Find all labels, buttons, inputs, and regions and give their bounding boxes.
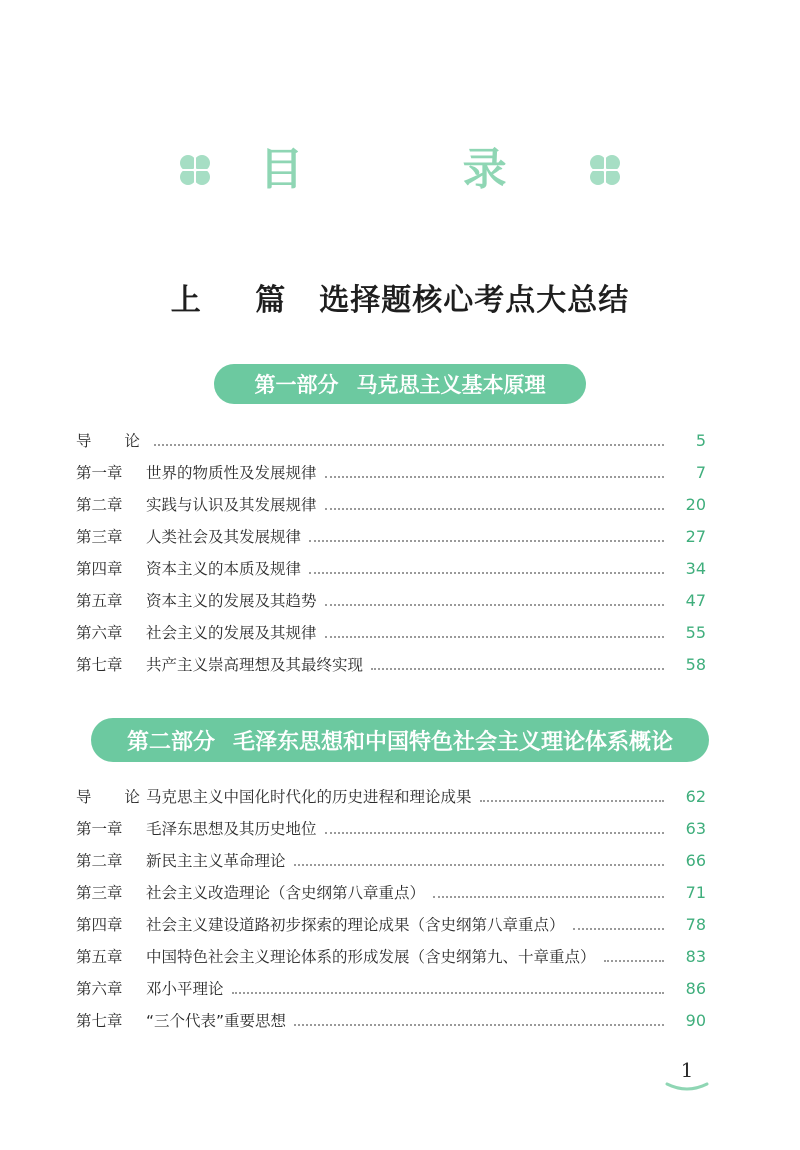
page-number: 78 <box>685 914 706 934</box>
toc-entry[interactable] <box>76 456 706 488</box>
toc-entry[interactable] <box>76 876 706 908</box>
page-number: 5 <box>695 430 706 450</box>
dot-leader <box>325 635 664 638</box>
section-banner-1 <box>214 364 586 404</box>
entry-title: 毛泽东思想及其历史地位 <box>146 820 317 838</box>
toc-entry[interactable] <box>76 520 706 552</box>
dot-leader <box>604 959 664 962</box>
page-number-underline-icon <box>664 1082 710 1092</box>
entry-title: 社会主义建设道路初步探索的理论成果（含史纲第八章重点） <box>146 916 565 934</box>
section-number: 第一部分 <box>254 373 339 397</box>
page-number: 58 <box>685 654 706 674</box>
entry-title: 资本主义的发展及其趋势 <box>146 592 317 610</box>
dot-leader <box>325 831 664 834</box>
entry-title: 中国特色社会主义理论体系的形成发展（含史纲第九、十章重点） <box>146 948 596 966</box>
toc-entry[interactable] <box>76 780 706 812</box>
entry-title: “三个代表”重要思想 <box>146 1012 287 1030</box>
toc-list-section-1 <box>76 424 706 680</box>
page-number: 83 <box>685 946 706 966</box>
page-footer <box>662 1058 712 1092</box>
toc-entry[interactable] <box>76 972 706 1004</box>
entry-title: 资本主义的本质及规律 <box>146 560 302 578</box>
dot-leader <box>154 443 664 446</box>
chapter-label: 第四章 <box>76 560 123 578</box>
chapter-label: 第四章 <box>76 916 123 934</box>
chapter-label: 第六章 <box>76 624 123 642</box>
chapter-label: 第六章 <box>76 980 123 998</box>
chapter-label: 第一章 <box>76 464 123 482</box>
toc-entry[interactable] <box>76 424 706 456</box>
entry-title: 实践与认识及其发展规律 <box>146 496 317 514</box>
page-number: 63 <box>685 818 706 838</box>
page-number: 27 <box>685 526 706 546</box>
part-subtitle: 选择题核心考点大总结 <box>319 283 630 318</box>
page-number: 90 <box>685 1010 706 1030</box>
page-number: 47 <box>685 590 706 610</box>
dot-leader <box>309 539 664 542</box>
toc-entry[interactable] <box>76 488 706 520</box>
chapter-label: 第一章 <box>76 820 123 838</box>
chapter-label: 第二章 <box>76 852 123 870</box>
toc-entry[interactable] <box>76 908 706 940</box>
clover-right-icon <box>585 150 625 190</box>
entry-title: 邓小平理论 <box>146 980 224 998</box>
section-name: 马克思主义基本原理 <box>356 373 546 397</box>
entry-title: 社会主义的发展及其规律 <box>146 624 317 642</box>
chapter-label: 导 论 <box>76 432 154 450</box>
dot-leader <box>232 991 664 994</box>
dot-leader <box>325 475 664 478</box>
chapter-label: 导 论 <box>76 788 154 806</box>
toc-entry[interactable] <box>76 812 706 844</box>
dot-leader <box>325 603 664 606</box>
page-number: 20 <box>685 494 706 514</box>
toc-list-section-2 <box>76 780 706 1036</box>
page-number: 34 <box>685 558 706 578</box>
dot-leader <box>371 667 664 670</box>
page-number: 55 <box>685 622 706 642</box>
footer-page-number: 1 <box>680 1058 694 1082</box>
chapter-label: 第二章 <box>76 496 123 514</box>
toc-entry[interactable] <box>76 584 706 616</box>
dot-leader <box>309 571 664 574</box>
clover-left-icon <box>175 150 215 190</box>
toc-entry[interactable] <box>76 844 706 876</box>
section-number: 第二部分 <box>126 729 215 755</box>
toc-entry[interactable] <box>76 648 706 680</box>
chapter-label: 第三章 <box>76 884 123 902</box>
entry-title: 社会主义改造理论（含史纲第八章重点） <box>146 884 426 902</box>
dot-leader <box>480 799 664 802</box>
part-label: 上 篇 <box>170 283 308 318</box>
dot-leader <box>433 895 664 898</box>
chapter-label: 第五章 <box>76 592 123 610</box>
section-name: 毛泽东思想和中国特色社会主义理论体系概论 <box>233 729 674 755</box>
toc-entry[interactable] <box>76 552 706 584</box>
toc-entry[interactable] <box>76 616 706 648</box>
page-number: 86 <box>685 978 706 998</box>
dot-leader <box>294 863 664 866</box>
part-heading <box>0 275 800 319</box>
chapter-label: 第七章 <box>76 656 123 674</box>
toc-entry[interactable] <box>76 1004 706 1036</box>
page-number: 7 <box>695 462 706 482</box>
entry-title: 新民主主义革命理论 <box>146 852 286 870</box>
toc-entry[interactable] <box>76 940 706 972</box>
dot-leader <box>294 1023 664 1026</box>
toc-title <box>0 140 800 200</box>
page-number: 62 <box>685 786 706 806</box>
dot-leader <box>573 927 664 930</box>
chapter-label: 第七章 <box>76 1012 123 1030</box>
entry-title: 世界的物质性及发展规律 <box>146 464 317 482</box>
chapter-label: 第三章 <box>76 528 123 546</box>
entry-title: 马克思主义中国化时代化的历史进程和理论成果 <box>146 788 472 806</box>
section-banner-2 <box>91 718 709 762</box>
page-number: 66 <box>685 850 706 870</box>
page-number: 71 <box>685 882 706 902</box>
entry-title: 人类社会及其发展规律 <box>146 528 302 546</box>
entry-title: 共产主义崇高理想及其最终实现 <box>146 656 364 674</box>
page-title: 目 录 <box>259 144 579 195</box>
chapter-label: 第五章 <box>76 948 123 966</box>
dot-leader <box>325 507 664 510</box>
